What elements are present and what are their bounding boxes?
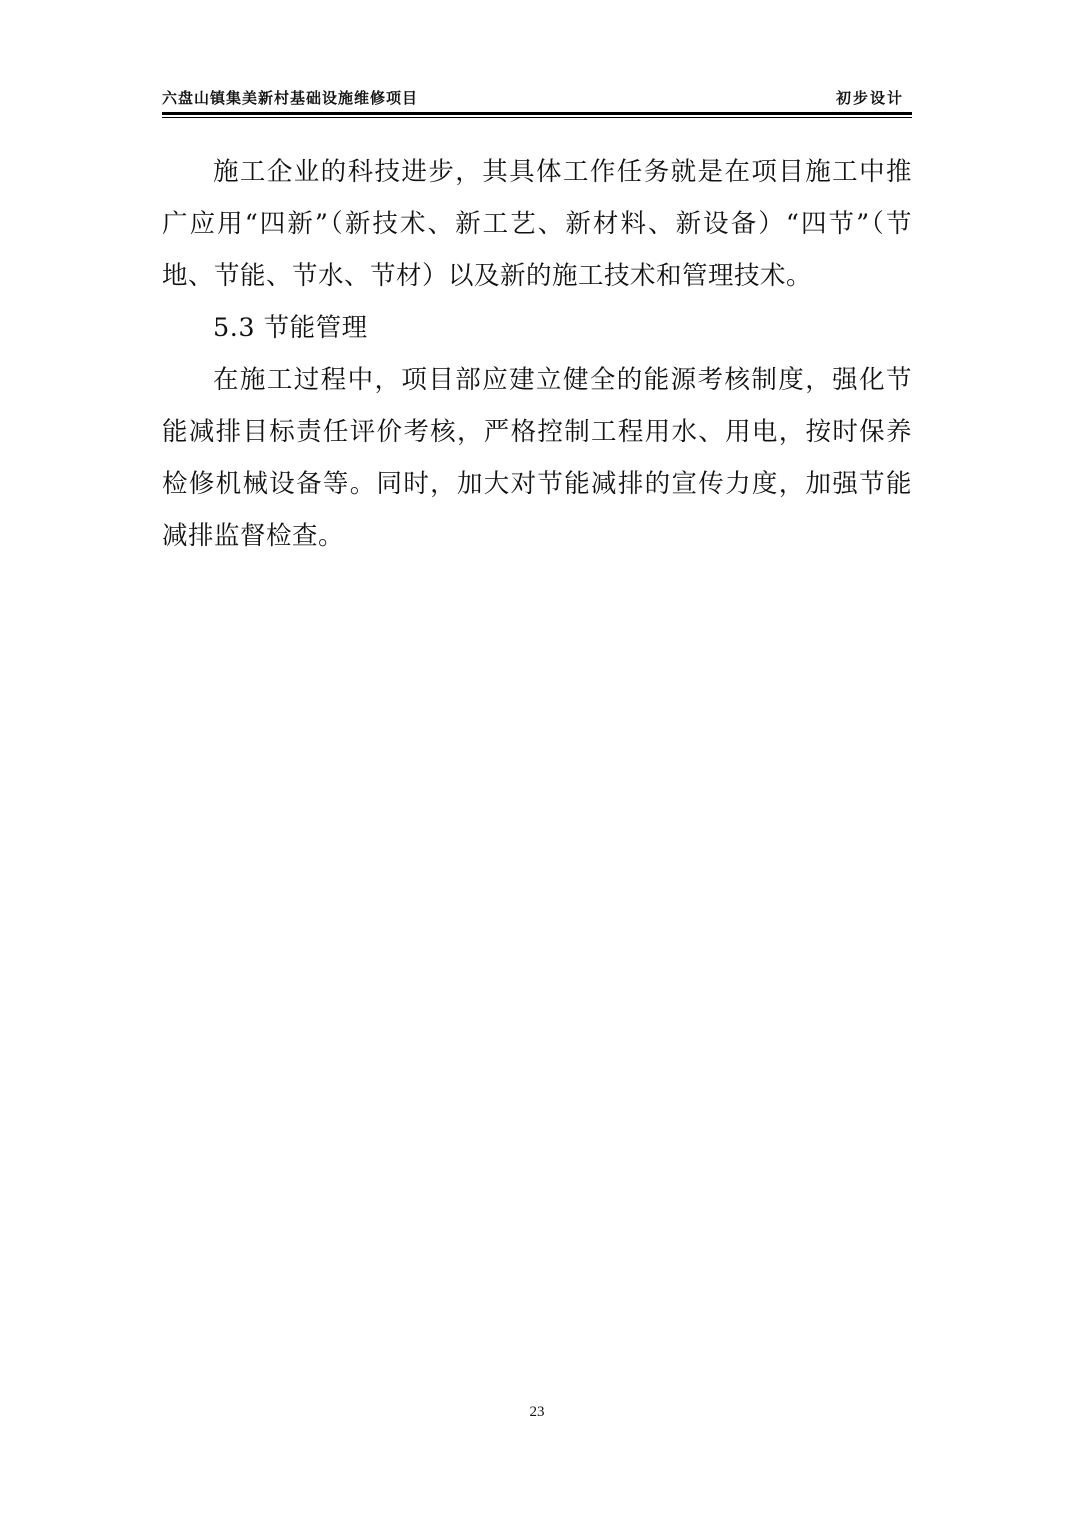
paragraph-energy-management: 在施工过程中，项目部应建立健全的能源考核制度，强化节能减排目标责任评价考核，严格控制工程用水、用电，按时保养检修机械设备等。同时，加大对节能减排的宣传力度，加强节能减排监督检查。 <box>162 365 912 551</box>
page-header <box>162 86 912 110</box>
header-rule-thin <box>162 117 912 118</box>
header-title: 六盘山镇集美新村基础设施维修项目 <box>162 89 419 107</box>
section-heading-energy: 5.3 节能管理 <box>213 313 368 343</box>
paragraph-tech-progress: 施工企业的科技进步，其具体工作任务就是在项目施工中推广应用“四新”（新技术、新工艺、新材料、新设备）“四节”（节地、节能、节水、节材）以及新的施工技术和管理技术。 <box>162 157 912 291</box>
page-number: 23 <box>529 1404 545 1420</box>
header-rule-thick <box>162 112 912 115</box>
header-section: 初步设计 <box>835 89 904 107</box>
document-body <box>162 146 912 562</box>
